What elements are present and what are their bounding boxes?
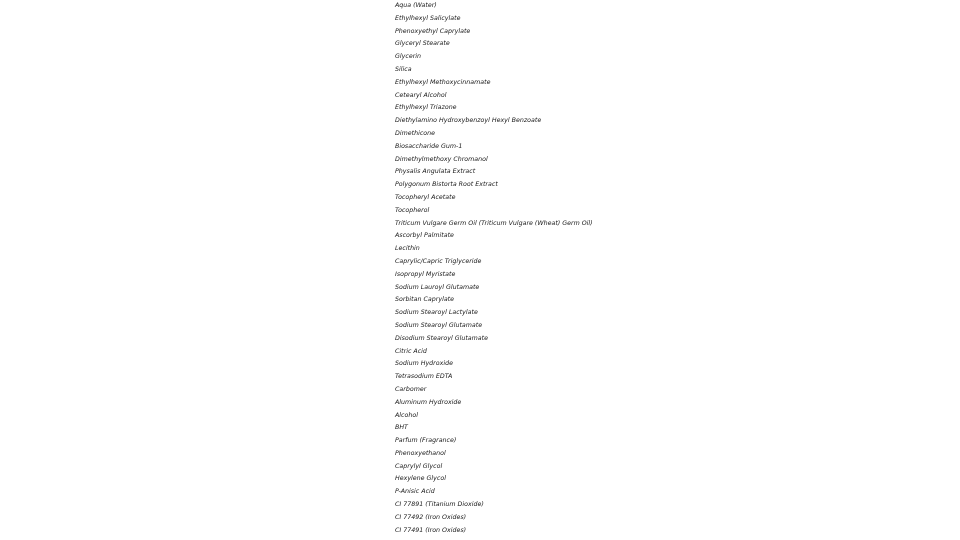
- ingredient-item: Alcohol: [395, 411, 418, 419]
- ingredient-item: Diethylamino Hydroxybenzoyl Hexyl Benzoate: [395, 117, 542, 125]
- ingredient-item: Ethylhexyl Methoxycinnamate: [395, 78, 491, 86]
- ingredient-item: Aqua (Water): [395, 2, 437, 9]
- ingredient-item: Disodium Stearoyl Glutamate: [395, 334, 489, 342]
- ingredient-item: Tocopherol: [395, 206, 430, 214]
- ingredient-item: Phenoxyethyl Caprylate: [395, 27, 471, 35]
- ingredient-item: Caprylyl Glycol: [395, 462, 443, 470]
- ingredient-item: Glyceryl Stearate: [395, 40, 450, 48]
- ingredient-item: Citric Acid: [395, 347, 427, 355]
- ingredient-item: Physalis Angulata Extract: [395, 168, 476, 176]
- ingredient-item: Dimethylmethoxy Chromanol: [395, 155, 488, 163]
- ingredient-item: Caprylic/Capric Triglyceride: [395, 257, 482, 265]
- ingredient-item: CI 77891 (Titanium Dioxide): [395, 501, 484, 509]
- ingredient-item: Sorbitan Caprylate: [395, 296, 455, 304]
- ingredient-item: CI 77492 (Iron Oxides): [395, 513, 467, 521]
- ingredient-item: Sodium Stearoyl Lactylate: [395, 309, 478, 317]
- ingredient-item: BHT: [395, 424, 408, 432]
- ingredient-item: Biosaccharide Gum-1: [395, 142, 463, 150]
- ingredient-item: CI 77491 (Iron Oxides): [395, 526, 467, 534]
- ingredient-item: Aluminum Hydroxide: [395, 398, 462, 406]
- ingredient-item: Sodium Stearoyl Glutamate: [395, 321, 483, 329]
- ingredient-item: Dimethicone: [395, 129, 435, 137]
- ingredient-item: Cetearyl Alcohol: [395, 91, 447, 99]
- ingredient-item: Ethylhexyl Triazone: [395, 104, 457, 112]
- ingredient-item: Phenoxyethanol: [395, 449, 446, 457]
- ingredient-item: Isopropyl Myristate: [395, 270, 456, 278]
- ingredient-list: [395, 0, 593, 537]
- ingredient-item: Ethylhexyl Salicylate: [395, 14, 461, 22]
- ingredient-item: Ascorbyl Palmitate: [395, 232, 454, 240]
- ingredient-item: Sodium Hydroxide: [395, 360, 453, 368]
- ingredient-item: P-Anisic Acid: [395, 488, 435, 496]
- ingredient-item: Silica: [395, 65, 412, 73]
- ingredient-item: Polygonum Bistorta Root Extract: [395, 181, 498, 189]
- ingredient-item: Triticum Vulgare Germ Oil (Triticum Vulgare (Wheat) Germ Oil): [395, 219, 593, 227]
- ingredient-item: Tetrasodium EDTA: [395, 373, 453, 381]
- ingredient-item: Parfum (Fragrance): [395, 437, 457, 445]
- ingredient-item: Tocopheryl Acetate: [395, 193, 456, 201]
- ingredient-item: Carbomer: [395, 385, 427, 393]
- ingredient-item: Glycerin: [395, 53, 422, 61]
- ingredient-item: Sodium Lauroyl Glutamate: [395, 283, 480, 291]
- ingredient-item: Lecithin: [395, 245, 420, 253]
- ingredient-item: Hexylene Glycol: [395, 475, 446, 483]
